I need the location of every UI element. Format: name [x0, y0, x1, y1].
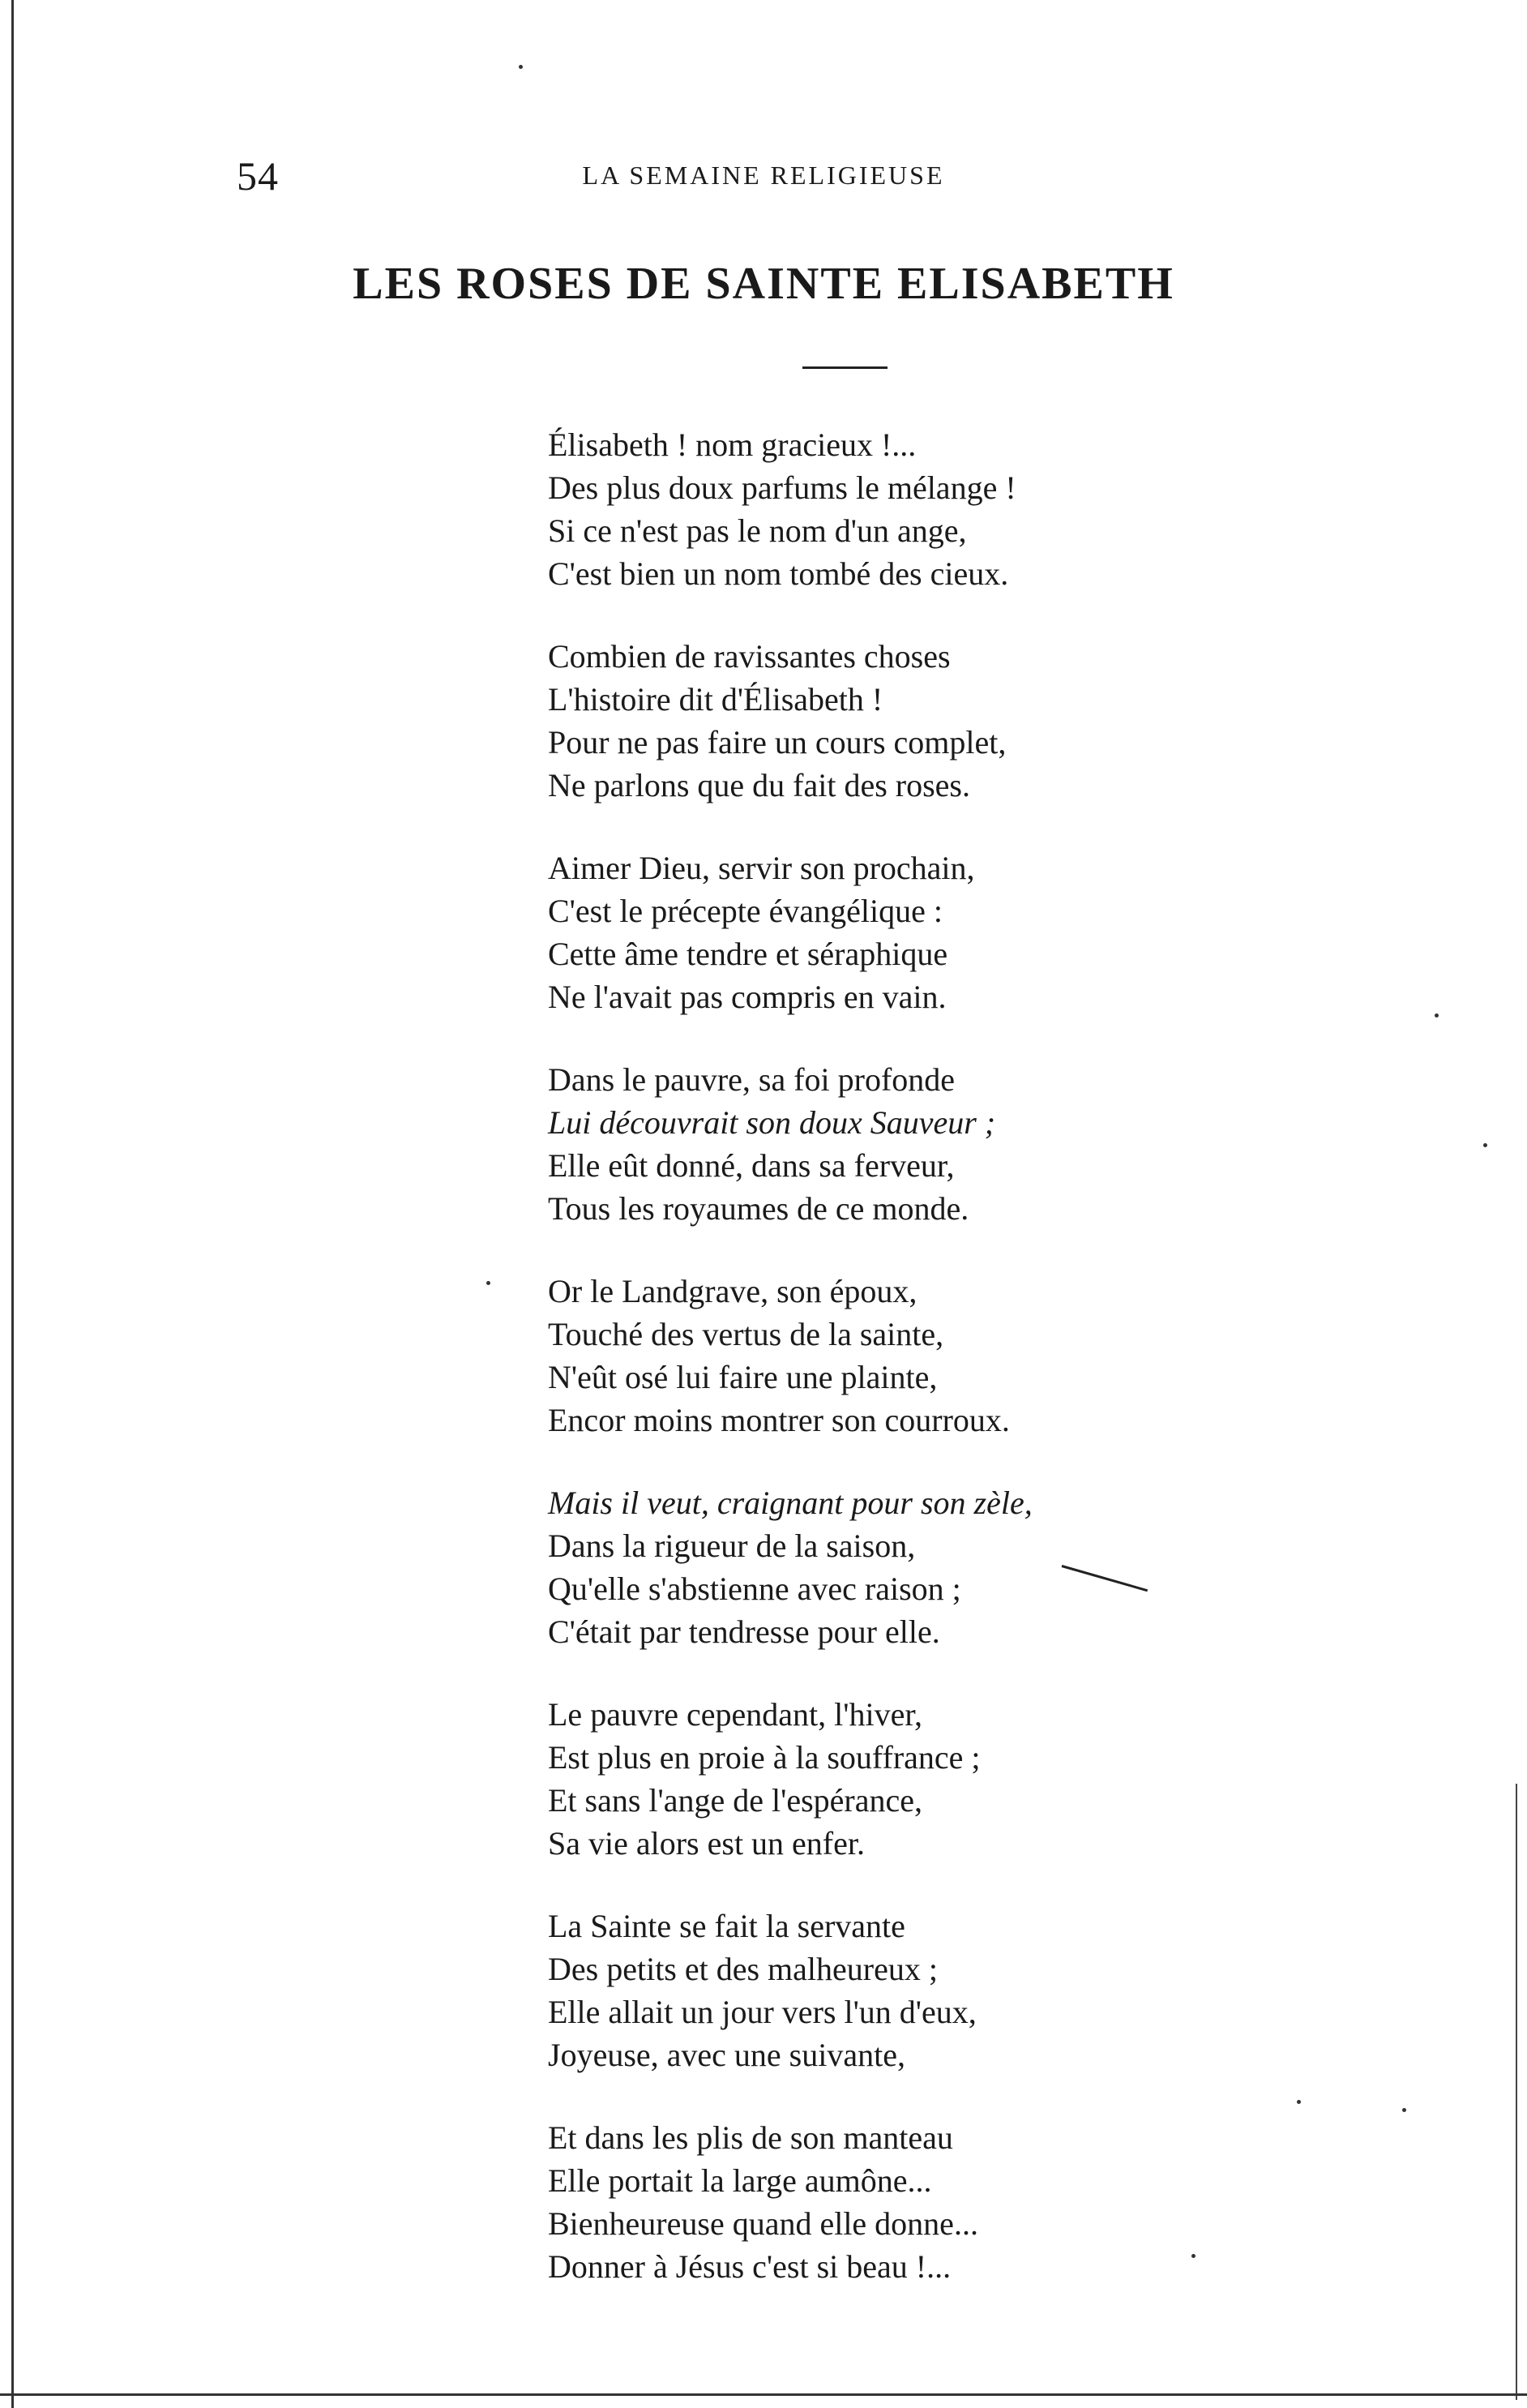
verse-line: C'était par tendresse pour elle.	[548, 1613, 940, 1650]
verse-line: Touché des vertus de la sainte,	[548, 1316, 944, 1352]
stanza	[548, 2116, 1213, 2288]
verse-line: C'est le précepte évangélique :	[548, 893, 943, 929]
scan-bottom-edge	[0, 2393, 1527, 2396]
stanza	[548, 1058, 1213, 1230]
verse-line: Or le Landgrave, son époux,	[548, 1273, 917, 1309]
poem-body	[548, 423, 1213, 2328]
verse-line: Encor moins montrer son courroux.	[548, 1402, 1010, 1438]
stanza	[548, 1693, 1213, 1865]
scan-right-edge	[1516, 1784, 1517, 2400]
verse-line: C'est bien un nom tombé des cieux.	[548, 555, 1009, 592]
verse-line: Ne parlons que du fait des roses.	[548, 767, 970, 803]
verse-line: Pour ne pas faire un cours complet,	[548, 724, 1007, 761]
title-rule	[802, 366, 888, 369]
stanza	[548, 1270, 1213, 1442]
verse-line: Joyeuse, avec une suivante,	[548, 2037, 905, 2073]
poem-title: LES ROSES DE SAINTE ELISABETH	[353, 259, 1174, 309]
ink-speck	[1297, 2100, 1301, 2104]
ink-speck	[519, 65, 523, 69]
ink-speck	[486, 1281, 490, 1285]
verse-line: L'histoire dit d'Élisabeth !	[548, 681, 883, 718]
verse-line: Des petits et des malheureux ;	[548, 1951, 938, 1987]
verse-line: Sa vie alors est un enfer.	[548, 1825, 865, 1862]
verse-line: Lui découvrait son doux Sauveur ;	[548, 1104, 996, 1141]
verse-line: N'eût osé lui faire une plainte,	[548, 1359, 938, 1395]
verse-line: Et dans les plis de son manteau	[548, 2119, 953, 2156]
ink-speck	[1402, 2108, 1406, 2112]
verse-line: Élisabeth ! nom gracieux !...	[548, 426, 917, 463]
verse-line: Elle eût donné, dans sa ferveur,	[548, 1147, 955, 1184]
verse-line: Combien de ravissantes choses	[548, 638, 951, 675]
ink-speck	[1435, 1013, 1439, 1018]
page-number: 54	[237, 153, 279, 199]
stanza	[548, 1905, 1213, 2076]
verse-line: Tous les royaumes de ce monde.	[548, 1190, 969, 1227]
stanza	[548, 423, 1213, 595]
ink-speck	[1191, 2254, 1196, 2258]
running-head: LA SEMAINE RELIGIEUSE	[582, 161, 945, 190]
verse-line: Elle allait un jour vers l'un d'eux,	[548, 1994, 977, 2030]
verse-line: Dans la rigueur de la saison,	[548, 1527, 916, 1564]
verse-line: Elle portait la large aumône...	[548, 2162, 932, 2199]
verse-line: Donner à Jésus c'est si beau !...	[548, 2248, 952, 2285]
verse-line: Le pauvre cependant, l'hiver,	[548, 1696, 923, 1733]
stanza	[548, 846, 1213, 1018]
verse-line: Aimer Dieu, servir son prochain,	[548, 850, 975, 886]
verse-line: Cette âme tendre et séraphique	[548, 936, 948, 972]
stanza	[548, 635, 1213, 807]
verse-line: Ne l'avait pas compris en vain.	[548, 979, 947, 1015]
verse-line: Bienheureuse quand elle donne...	[548, 2205, 978, 2242]
verse-line: Dans le pauvre, sa foi profonde	[548, 1061, 956, 1098]
ink-speck	[1483, 1143, 1487, 1147]
verse-line: Qu'elle s'abstienne avec raison ;	[548, 1570, 961, 1607]
verse-line: Est plus en proie à la souffrance ;	[548, 1739, 981, 1776]
verse-line: Des plus doux parfums le mélange !	[548, 469, 1016, 506]
scan-left-edge	[0, 0, 14, 2408]
verse-line: Si ce n'est pas le nom d'un ange,	[548, 512, 967, 549]
stanza	[548, 1481, 1213, 1653]
verse-line: Et sans l'ange de l'espérance,	[548, 1782, 922, 1819]
verse-line: Mais il veut, craignant pour son zèle,	[548, 1485, 1033, 1521]
verse-line: La Sainte se fait la servante	[548, 1908, 905, 1944]
